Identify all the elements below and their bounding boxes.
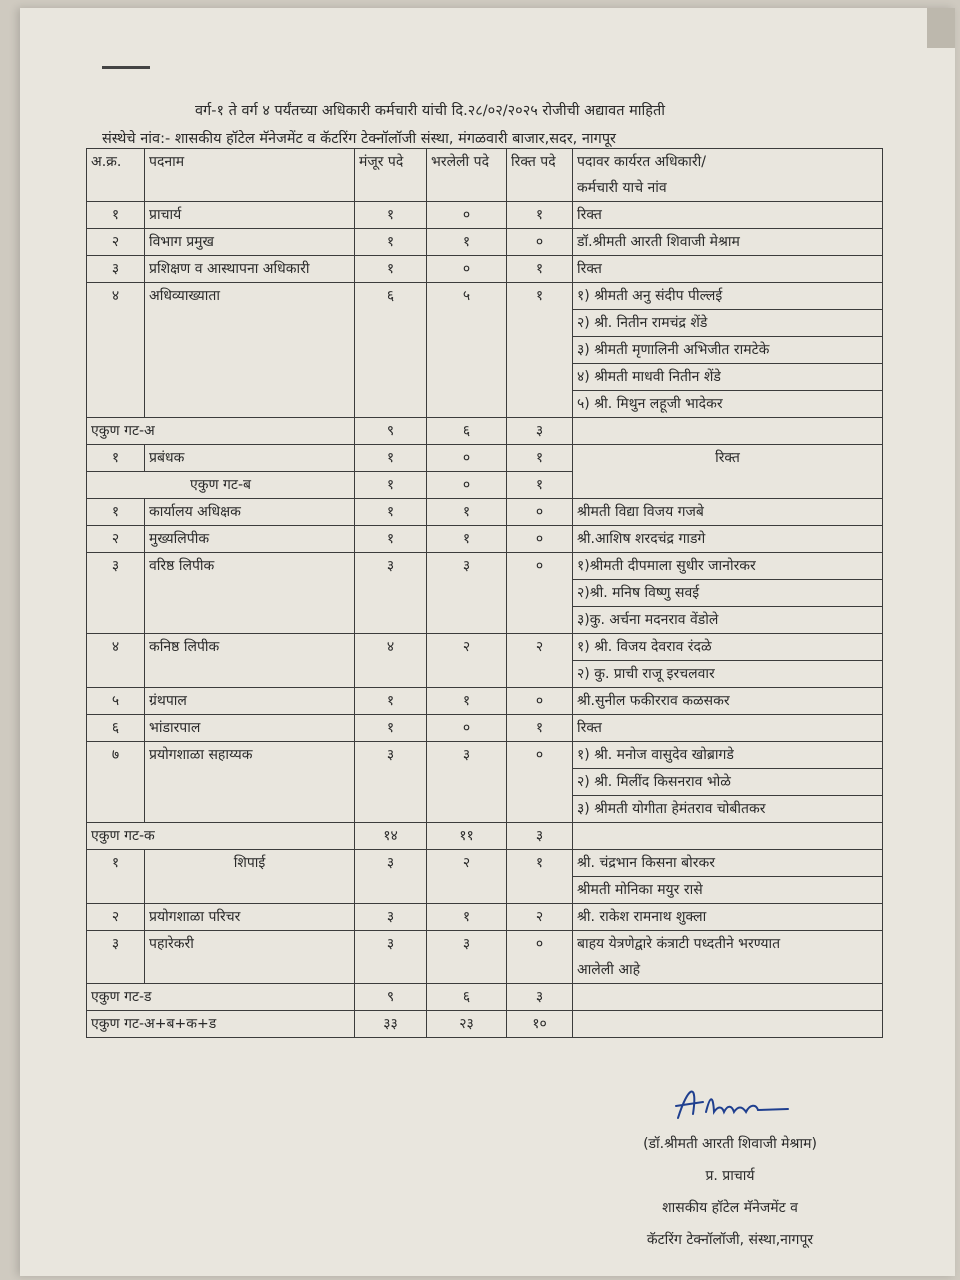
header-names-line1: पदावर कार्यरत अधिकारी/: [577, 154, 707, 170]
header-post: पदनाम: [145, 149, 355, 202]
header-names: [573, 149, 883, 202]
name-cell: २)श्री. मनिष विष्णु सवई: [573, 580, 883, 607]
total-filled: ११: [427, 823, 507, 850]
table-row: [87, 742, 883, 769]
empty-cell: [573, 1011, 883, 1038]
name-cell: श्रीमती विद्या विजय गजबे: [573, 499, 883, 526]
table-row: [87, 904, 883, 931]
post-cell: पहारेकरी: [145, 931, 355, 984]
sanctioned-cell: ३: [355, 904, 427, 931]
table-row: [87, 634, 883, 661]
header-filled: भरलेली पदे: [427, 149, 507, 202]
header-names-line2: कर्मचारी याचे नांव: [577, 180, 667, 196]
filled-cell: ५: [427, 283, 507, 418]
post-cell: शिपाई: [145, 850, 355, 904]
handwritten-signature: [658, 1076, 808, 1126]
table-row: [87, 202, 883, 229]
name-cell: श्री. चंद्रभान किसना बोरकर: [573, 850, 883, 877]
filled-cell: ३: [427, 742, 507, 823]
document-title: वर्ग-१ ते वर्ग ४ पर्यंतच्या अधिकारी कर्मचारी यांची दि.२८/०२/२०२५ रोजीची अद्यावत माहिती: [195, 103, 665, 119]
total-label: एकुण गट-अ: [87, 418, 355, 445]
signatory-designation: प्र. प्राचार्य: [705, 1168, 755, 1184]
filled-cell: १: [427, 499, 507, 526]
table-row: [87, 688, 883, 715]
institute-line-1: शासकीय हॉटेल मॅनेजमेंट व: [662, 1200, 798, 1216]
sr-cell: २: [87, 526, 145, 553]
total-label: एकुण गट-ड: [87, 984, 355, 1011]
vacant-cell: १: [507, 283, 573, 418]
total-filled: ०: [427, 472, 507, 499]
table-row: [87, 283, 883, 310]
sr-cell: २: [87, 229, 145, 256]
name-cell: ३) श्रीमती योगीता हेमंतराव चोबीतकर: [573, 796, 883, 823]
name-cell: श्री. राकेश रामनाथ शुक्ला: [573, 904, 883, 931]
staff-table: [86, 148, 883, 1038]
name-cell: ३)कु. अर्चना मदनराव वेंडोले: [573, 607, 883, 634]
table-row: [87, 256, 883, 283]
sr-cell: ३: [87, 931, 145, 984]
table-row: [87, 229, 883, 256]
post-cell: प्रबंधक: [145, 445, 355, 472]
total-sanctioned: १४: [355, 823, 427, 850]
post-cell: विभाग प्रमुख: [145, 229, 355, 256]
total-label: एकुण गट-ब: [87, 472, 355, 499]
table-row: [87, 526, 883, 553]
total-row-group-c: [87, 823, 883, 850]
table-header-row: [87, 149, 883, 202]
filled-cell: ०: [427, 445, 507, 472]
sanctioned-cell: १: [355, 202, 427, 229]
vacant-cell: ०: [507, 229, 573, 256]
vacant-cell: ०: [507, 688, 573, 715]
vacant-cell: १: [507, 850, 573, 904]
name-cell: १) श्रीमती अनु संदीप पील्लई: [573, 283, 883, 310]
filled-cell: २: [427, 850, 507, 904]
filled-cell: ३: [427, 553, 507, 634]
sanctioned-cell: १: [355, 229, 427, 256]
sr-cell: १: [87, 499, 145, 526]
name-cell: आलेली आहे: [573, 957, 883, 984]
vacant-cell: ०: [507, 526, 573, 553]
name-cell: रिक्त: [573, 445, 883, 499]
total-vacant: १: [507, 472, 573, 499]
name-cell: १)श्रीमती दीपमाला सुधीर जानोरकर: [573, 553, 883, 580]
sr-cell: १: [87, 202, 145, 229]
name-cell: ५) श्री. मिथुन लहूजी भादेकर: [573, 391, 883, 418]
sr-cell: १: [87, 850, 145, 904]
name-cell: डॉ.श्रीमती आरती शिवाजी मेश्राम: [573, 229, 883, 256]
sr-cell: ७: [87, 742, 145, 823]
organization-line: संस्थेचे नांव:- शासकीय हॉटेल मॅनेजमेंट व कॅटरिंग टेक्नॉलॉजी संस्था, मंगळवारी बाजार,सदर, नागपूर: [102, 131, 616, 147]
sr-cell: ३: [87, 553, 145, 634]
header-sr: अ.क्र.: [87, 149, 145, 202]
total-vacant: ३: [507, 984, 573, 1011]
empty-cell: [573, 418, 883, 445]
document-page: [20, 8, 955, 1276]
total-sanctioned: ९: [355, 418, 427, 445]
name-cell: २) कु. प्राची राजू इरचलवार: [573, 661, 883, 688]
post-cell: भांडारपाल: [145, 715, 355, 742]
total-sanctioned: १: [355, 472, 427, 499]
total-label: एकुण गट-क: [87, 823, 355, 850]
name-cell: रिक्त: [573, 715, 883, 742]
signatory-name: (डॉ.श्रीमती आरती शिवाजी मेश्राम): [643, 1136, 817, 1152]
sanctioned-cell: १: [355, 445, 427, 472]
grand-total-label: एकुण गट-अ+ब+क+ड: [87, 1011, 355, 1038]
sanctioned-cell: १: [355, 499, 427, 526]
post-cell: कनिष्ठ लिपीक: [145, 634, 355, 688]
name-cell: श्री.सुनील फकीरराव कळसकर: [573, 688, 883, 715]
empty-cell: [573, 823, 883, 850]
filled-cell: १: [427, 688, 507, 715]
name-cell: श्री.आशिष शरदचंद्र गाडगे: [573, 526, 883, 553]
name-cell: २) श्री. मिलींद किसनराव भोळे: [573, 769, 883, 796]
page-corner: [927, 8, 955, 48]
sr-cell: ३: [87, 256, 145, 283]
vacant-cell: १: [507, 715, 573, 742]
filled-cell: २: [427, 634, 507, 688]
grand-total-row: [87, 1011, 883, 1038]
grand-total-filled: २३: [427, 1011, 507, 1038]
post-cell: प्राचार्य: [145, 202, 355, 229]
table-row: [87, 445, 883, 472]
post-cell: ग्रंथपाल: [145, 688, 355, 715]
sanctioned-cell: ६: [355, 283, 427, 418]
sr-cell: १: [87, 445, 145, 472]
total-row-group-a: [87, 418, 883, 445]
post-cell: प्रयोगशाळा परिचर: [145, 904, 355, 931]
table-row: [87, 931, 883, 958]
filled-cell: ०: [427, 715, 507, 742]
vacant-cell: १: [507, 445, 573, 472]
post-cell: कार्यालय अधिक्षक: [145, 499, 355, 526]
vacant-cell: २: [507, 904, 573, 931]
total-vacant: ३: [507, 418, 573, 445]
grand-total-sanctioned: ३३: [355, 1011, 427, 1038]
name-cell: रिक्त: [573, 202, 883, 229]
table-row: [87, 553, 883, 580]
vacant-cell: ०: [507, 553, 573, 634]
name-cell: १) श्री. मनोज वासुदेव खोब्रागडे: [573, 742, 883, 769]
institute-line-2: कॅटरिंग टेक्नॉलॉजी, संस्था,नागपूर: [646, 1232, 814, 1248]
table-row: [87, 715, 883, 742]
table-row: [87, 499, 883, 526]
header-dash: [102, 66, 150, 69]
total-filled: ६: [427, 418, 507, 445]
sanctioned-cell: १: [355, 715, 427, 742]
sanctioned-cell: ३: [355, 742, 427, 823]
sanctioned-cell: ३: [355, 931, 427, 984]
post-cell: वरिष्ठ लिपीक: [145, 553, 355, 634]
sr-cell: ६: [87, 715, 145, 742]
filled-cell: ३: [427, 931, 507, 984]
name-cell: रिक्त: [573, 256, 883, 283]
filled-cell: १: [427, 904, 507, 931]
table-row: [87, 850, 883, 877]
sr-cell: ४: [87, 283, 145, 418]
header-sanctioned: मंजूर पदे: [355, 149, 427, 202]
name-cell: बाहय येत्रणेद्वारे कंत्राटी पध्दतीने भरण्यात: [573, 931, 883, 958]
name-cell: श्रीमती मोनिका मयुर रासे: [573, 877, 883, 904]
total-filled: ६: [427, 984, 507, 1011]
sanctioned-cell: १: [355, 256, 427, 283]
sr-cell: २: [87, 904, 145, 931]
sr-cell: ५: [87, 688, 145, 715]
vacant-cell: ०: [507, 742, 573, 823]
vacant-cell: ०: [507, 499, 573, 526]
sanctioned-cell: ३: [355, 850, 427, 904]
post-cell: प्रशिक्षण व आस्थापना अधिकारी: [145, 256, 355, 283]
signature-block: [580, 1128, 880, 1256]
empty-cell: [573, 984, 883, 1011]
vacant-cell: २: [507, 634, 573, 688]
filled-cell: ०: [427, 202, 507, 229]
post-cell: मुख्यलिपीक: [145, 526, 355, 553]
vacant-cell: १: [507, 256, 573, 283]
sanctioned-cell: १: [355, 688, 427, 715]
total-vacant: ३: [507, 823, 573, 850]
post-cell: अधिव्याख्याता: [145, 283, 355, 418]
filled-cell: १: [427, 229, 507, 256]
sanctioned-cell: ४: [355, 634, 427, 688]
name-cell: ३) श्रीमती मृणालिनी अभिजीत रामटेके: [573, 337, 883, 364]
vacant-cell: ०: [507, 931, 573, 984]
total-sanctioned: ९: [355, 984, 427, 1011]
name-cell: २) श्री. नितीन रामचंद्र शेंडे: [573, 310, 883, 337]
total-row-group-d: [87, 984, 883, 1011]
grand-total-vacant: १०: [507, 1011, 573, 1038]
post-cell: प्रयोगशाळा सहाय्यक: [145, 742, 355, 823]
header-vacant: रिक्त पदे: [507, 149, 573, 202]
filled-cell: ०: [427, 256, 507, 283]
vacant-cell: १: [507, 202, 573, 229]
sanctioned-cell: ३: [355, 553, 427, 634]
sr-cell: ४: [87, 634, 145, 688]
name-cell: १) श्री. विजय देवराव रंदळे: [573, 634, 883, 661]
name-cell: ४) श्रीमती माधवी नितीन शेंडे: [573, 364, 883, 391]
sanctioned-cell: १: [355, 526, 427, 553]
filled-cell: १: [427, 526, 507, 553]
